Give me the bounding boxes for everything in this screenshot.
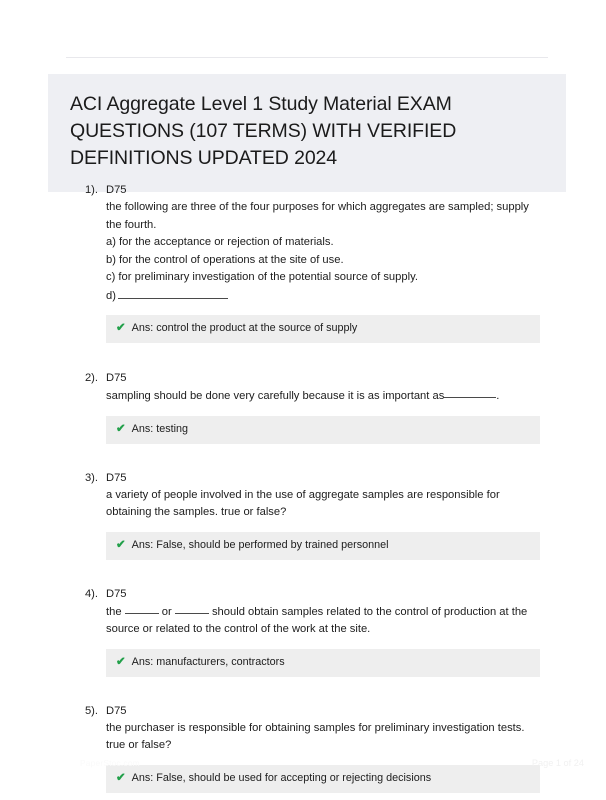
question-prompt — [106, 387, 544, 406]
question-item — [30, 370, 576, 444]
answer-text: Ans: testing — [131, 422, 189, 435]
prompt-before-blank: sampling should be done very carefully because it is as important as — [106, 390, 445, 402]
check-icon: ✔ — [116, 771, 126, 784]
question-spacer — [30, 451, 576, 470]
answer-box — [106, 649, 540, 677]
question-prompt: the following are three of the four purposes for which aggregates are sampled; supply the fourth. — [106, 201, 529, 231]
check-icon: ✔ — [116, 538, 126, 551]
answer-box — [106, 315, 540, 343]
answer-box — [106, 416, 540, 444]
question-option-c: c) for preliminary investigation of the potential source of supply. — [106, 271, 418, 283]
page-footer — [60, 758, 606, 772]
question-item — [30, 470, 576, 560]
answer-text: Ans: manufacturers, contractors — [131, 655, 285, 668]
document-title-block — [48, 74, 566, 192]
question-number: 4). — [84, 587, 98, 600]
option-d-label: d) — [106, 289, 116, 302]
answer-text: Ans: False, should be performed by trained personnel — [131, 538, 389, 551]
page-title: ACI Aggregate Level 1 Study Material EXAM QUESTIONS (107 TERMS) WITH VERIFIED DEFINITIONS UPDATED 2024 — [70, 93, 457, 169]
prompt-part3: should obtain samples related to the control of production at the source or related to the control of the work at the site. — [106, 605, 528, 635]
header-divider — [66, 57, 548, 58]
check-icon: ✔ — [116, 655, 126, 668]
question-code: D75 — [106, 471, 127, 484]
question-item — [30, 586, 576, 677]
question-prompt: the purchaser is responsible for obtaining samples for preliminary investigation tests. true or false? — [106, 721, 525, 751]
fill-blank — [125, 603, 159, 614]
question-prompt — [106, 603, 544, 639]
check-icon: ✔ — [116, 422, 126, 435]
question-option-a: a) for the acceptance or rejection of materials. — [106, 236, 334, 248]
question-option-b: b) for the control of operations at the site of use. — [106, 253, 344, 266]
watermark: PaperStoc.com — [80, 758, 140, 768]
page-number: Page 1 of 24 — [531, 758, 584, 768]
answer-box — [106, 532, 540, 560]
prompt-after-blank: . — [496, 390, 500, 402]
question-code: D75 — [106, 184, 127, 196]
fill-blank — [444, 387, 496, 398]
question-number: 2). — [84, 372, 98, 384]
question-spacer — [30, 567, 576, 586]
question-spacer — [30, 350, 576, 370]
question-spacer — [30, 684, 576, 703]
question-option-d — [106, 287, 570, 306]
question-number: 3). — [84, 471, 98, 484]
question-item — [30, 703, 576, 793]
question-code: D75 — [106, 587, 127, 600]
check-icon: ✔ — [116, 322, 126, 334]
question-prompt: a variety of people involved in the use of aggregate samples are responsible for obtaining the samples. true or false? — [106, 488, 500, 518]
answer-text: Ans: control the product at the source of supply — [131, 322, 358, 334]
questions-list — [30, 182, 576, 800]
question-code: D75 — [106, 372, 127, 384]
question-item — [30, 182, 576, 343]
fill-blank — [175, 603, 209, 614]
document-page — [30, 0, 584, 800]
question-code: D75 — [106, 704, 127, 717]
answer-text: Ans: False, should be used for accepting or rejecting decisions — [131, 771, 432, 784]
fill-blank — [118, 287, 228, 299]
question-number: 1). — [84, 184, 98, 196]
prompt-part1: the — [106, 605, 122, 618]
prompt-part2: or — [161, 605, 172, 618]
question-number: 5). — [84, 704, 98, 717]
